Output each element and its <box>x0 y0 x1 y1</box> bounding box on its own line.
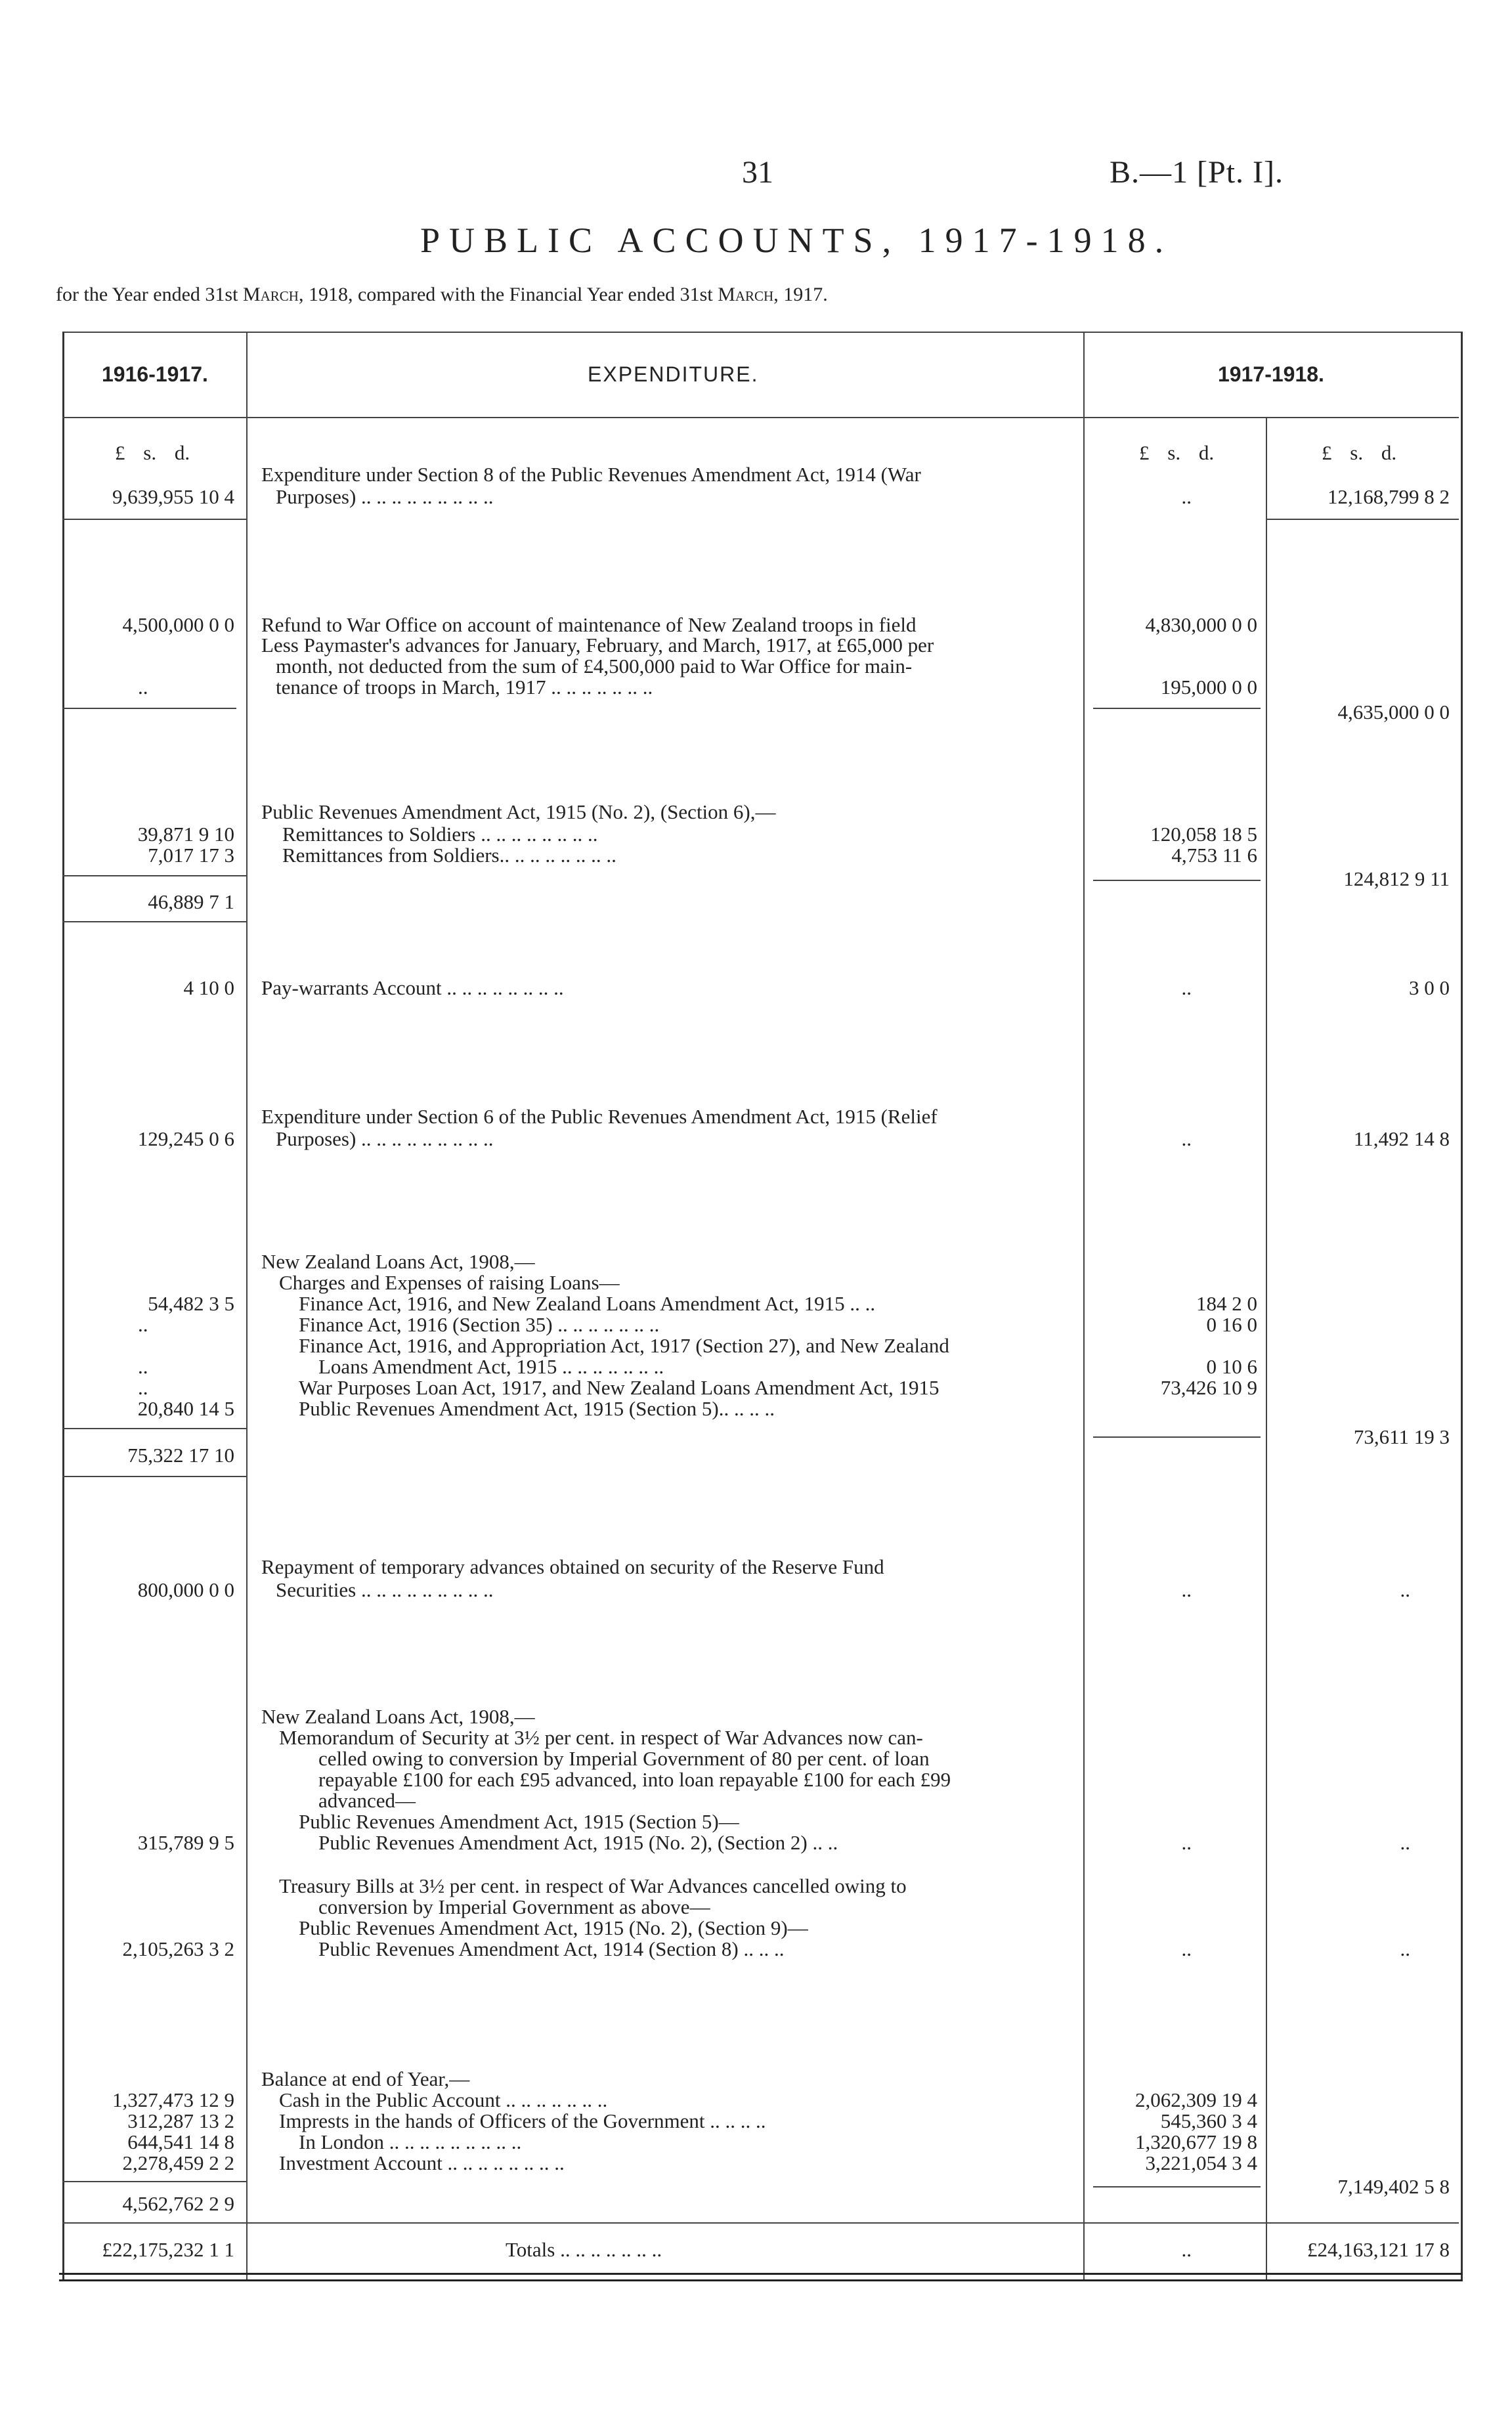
subtitle-month: March <box>242 284 299 305</box>
row-description: tenance of troops in March, 1917 .. .. .. .. .. .. .. <box>276 676 653 699</box>
row-description: Refund to War Office on account of maintenance of New Zealand troops in field <box>261 613 917 636</box>
row-description: Expenditure under Section 6 of the Public Revenues Amendment Act, 1915 (Relief <box>261 1105 938 1128</box>
detail-amount: .. <box>1181 2238 1192 2261</box>
units-detail: £ s. d. <box>1139 441 1215 464</box>
prev-subtotal: 46,889 7 1 <box>148 890 234 913</box>
prev-amount: 4 10 0 <box>183 976 234 999</box>
prev-subtotal: 75,322 17 10 <box>127 1444 234 1467</box>
prev-amount: 1,327,473 12 9 <box>112 2088 234 2111</box>
prev-amount: 644,541 14 8 <box>127 2130 234 2153</box>
row-description: celled owing to conversion by Imperial Government of 80 per cent. of loan <box>318 1747 930 1770</box>
row-heading: New Zealand Loans Act, 1908,— <box>261 1705 535 1728</box>
page-title: PUBLIC ACCOUNTS, 1917-1918. <box>420 221 1173 260</box>
units-previous: £ s. d. <box>115 441 190 464</box>
detail-amount: 4,753 11 6 <box>1171 844 1257 867</box>
total-amount: 4,635,000 0 0 <box>1337 700 1450 723</box>
column-divider <box>246 332 248 2280</box>
prev-amount: 9,639,955 10 4 <box>112 485 234 508</box>
row-description: Imprests in the hands of Officers of the Government .. .. .. .. <box>279 2109 766 2132</box>
prev-amount: 7,017 17 3 <box>148 844 234 867</box>
row-rule <box>62 875 246 876</box>
prev-amount: 39,871 9 10 <box>137 823 234 846</box>
row-description: Finance Act, 1916, and New Zealand Loans Amendment Act, 1915 .. .. <box>299 1292 876 1315</box>
detail-amount: .. <box>1181 1578 1192 1601</box>
detail-amount: 195,000 0 0 <box>1160 676 1257 699</box>
totals-label: Totals .. .. .. .. .. .. .. <box>506 2238 662 2261</box>
row-description: War Purposes Loan Act, 1917, and New Zealand Loans Amendment Act, 1915 <box>299 1376 940 1399</box>
total-amount: 7,149,402 5 8 <box>1337 2175 1450 2198</box>
prev-amount: .. <box>138 676 148 699</box>
row-description: repayable £100 for each £95 advanced, into loan repayable £100 for each £99 <box>318 1768 951 1791</box>
row-description: Cash in the Public Account .. .. .. .. .. .. .. <box>279 2088 608 2111</box>
row-rule <box>62 921 246 922</box>
row-rule <box>62 519 246 520</box>
header-1916-1917: 1916-1917. <box>102 362 208 386</box>
row-subheading: Charges and Expenses of raising Loans— <box>279 1271 620 1294</box>
row-description: Purposes) .. .. .. .. .. .. .. .. .. <box>276 485 494 508</box>
row-description: Pay-warrants Account .. .. .. .. .. .. .. .. <box>261 976 564 999</box>
row-rule <box>1093 2186 1261 2187</box>
header-rule <box>62 417 1459 418</box>
row-description: Public Revenues Amendment Act, 1914 (Section 8) .. .. .. <box>318 1937 785 1960</box>
detail-amount: .. <box>1181 1937 1192 1960</box>
total-amount: 73,611 19 3 <box>1353 1425 1450 1448</box>
prev-amount: .. <box>138 1313 148 1336</box>
row-description: In London .. .. .. .. .. .. .. .. .. <box>299 2130 522 2153</box>
detail-amount: 0 10 6 <box>1206 1355 1257 1378</box>
detail-amount: 4,830,000 0 0 <box>1145 613 1257 636</box>
column-divider <box>1266 417 1267 2280</box>
total-amount: .. <box>1400 1831 1410 1854</box>
row-description: Purposes) .. .. .. .. .. .. .. .. .. <box>276 1127 494 1150</box>
row-rule <box>62 1428 246 1429</box>
row-description: Finance Act, 1916 (Section 35) .. .. .. .. .. .. .. <box>299 1313 660 1336</box>
totals-rule <box>62 2222 1459 2224</box>
total-amount: 3 0 0 <box>1409 976 1450 999</box>
detail-amount: .. <box>1181 1127 1192 1150</box>
subtitle-month: March <box>718 284 774 305</box>
header-1917-1918: 1917-1918. <box>1218 362 1324 386</box>
row-description: Remittances from Soldiers.. .. .. .. .. .. .. .. <box>282 844 616 867</box>
prev-amount: 4,500,000 0 0 <box>122 613 234 636</box>
total-amount: .. <box>1400 1937 1410 1960</box>
row-description: Finance Act, 1916, and Appropriation Act, 1917 (Section 27), and New Zealand <box>299 1334 949 1357</box>
detail-amount: .. <box>1181 1831 1192 1854</box>
row-description: conversion by Imperial Government as above— <box>318 1895 710 1918</box>
row-description: Public Revenues Amendment Act, 1915 (Section 5).. .. .. .. <box>299 1397 775 1420</box>
row-heading: New Zealand Loans Act, 1908,— <box>261 1250 535 1273</box>
row-rule <box>1266 519 1459 520</box>
prev-amount: .. <box>138 1355 148 1378</box>
prev-amount: 315,789 9 5 <box>137 1831 234 1854</box>
prev-grand-total: £22,175,232 1 1 <box>102 2238 234 2261</box>
units-total: £ s. d. <box>1322 441 1397 464</box>
row-description: advanced— <box>318 1789 416 1812</box>
double-rule <box>59 2273 1462 2275</box>
detail-amount: 120,058 18 5 <box>1150 823 1257 846</box>
subtitle-text: , 1918, compared with the Financial Year ended 31st <box>298 284 718 305</box>
row-description: Loans Amendment Act, 1915 .. .. .. .. .. .. .. <box>318 1355 664 1378</box>
prev-amount: 800,000 0 0 <box>137 1578 234 1601</box>
double-rule <box>59 2279 1462 2281</box>
detail-amount: 0 16 0 <box>1206 1313 1257 1336</box>
total-amount: 124,812 9 11 <box>1343 867 1450 890</box>
row-heading: Public Revenues Amendment Act, 1915 (No. 2), (Section 6),— <box>261 800 776 823</box>
row-description: Remittances to Soldiers .. .. .. .. .. .. .. .. <box>282 823 598 846</box>
total-amount: 11,492 14 8 <box>1353 1127 1450 1150</box>
row-rule <box>1093 1436 1261 1438</box>
row-rule <box>1093 880 1261 881</box>
header-expenditure: EXPENDITURE. <box>588 362 759 386</box>
row-description: Public Revenues Amendment Act, 1915 (No. 2), (Section 2) .. .. <box>318 1831 838 1854</box>
row-rule <box>62 708 236 709</box>
detail-amount: 1,320,677 19 8 <box>1135 2130 1257 2153</box>
prev-amount: 20,840 14 5 <box>137 1397 234 1420</box>
row-description: Public Revenues Amendment Act, 1915 (No. 2), (Section 9)— <box>299 1916 808 1939</box>
detail-amount: .. <box>1181 485 1192 508</box>
detail-amount: 73,426 10 9 <box>1160 1376 1257 1399</box>
prev-amount: .. <box>138 1376 148 1399</box>
row-rule <box>62 2181 246 2182</box>
row-rule <box>1093 708 1261 709</box>
row-description: Less Paymaster's advances for January, February, and March, 1917, at £65,000 per <box>261 634 934 657</box>
subtitle-text: for the Year ended 31st <box>56 284 243 305</box>
row-description: Public Revenues Amendment Act, 1915 (Section 5)— <box>299 1810 739 1833</box>
row-description: Treasury Bills at 3½ per cent. in respect of War Advances cancelled owing to <box>279 1874 907 1897</box>
row-rule <box>62 1476 246 1477</box>
detail-amount: 184 2 0 <box>1196 1292 1257 1315</box>
prev-amount: 54,482 3 5 <box>148 1292 234 1315</box>
row-description: month, not deducted from the sum of £4,500,000 paid to War Office for main- <box>276 655 913 678</box>
prev-subtotal: 4,562,762 2 9 <box>122 2192 234 2215</box>
row-description: Investment Account .. .. .. .. .. .. .. .. <box>279 2151 565 2174</box>
detail-amount: 3,221,054 3 4 <box>1145 2151 1257 2174</box>
subtitle-text: , 1917. <box>773 284 828 305</box>
page-number: 31 <box>742 155 773 190</box>
total-amount: 12,168,799 8 2 <box>1328 485 1450 508</box>
row-heading: Balance at end of Year,— <box>261 2067 470 2090</box>
total-amount: .. <box>1400 1578 1410 1601</box>
page-subtitle <box>56 284 828 306</box>
detail-amount: 2,062,309 19 4 <box>1135 2088 1257 2111</box>
row-description: Expenditure under Section 8 of the Public Revenues Amendment Act, 1914 (War <box>261 463 921 486</box>
prev-amount: 2,105,263 3 2 <box>122 1937 234 1960</box>
row-description: Repayment of temporary advances obtained on security of the Reserve Fund <box>261 1555 884 1578</box>
row-description: Memorandum of Security at 3½ per cent. in respect of War Advances now can- <box>279 1726 923 1749</box>
prev-amount: 2,278,459 2 2 <box>122 2151 234 2174</box>
grand-total: £24,163,121 17 8 <box>1307 2238 1450 2261</box>
detail-amount: 545,360 3 4 <box>1160 2109 1257 2132</box>
document-reference: B.—1 [Pt. I]. <box>1110 155 1284 190</box>
prev-amount: 129,245 0 6 <box>137 1127 234 1150</box>
row-description: Securities .. .. .. .. .. .. .. .. .. <box>276 1578 494 1601</box>
prev-amount: 312,287 13 2 <box>127 2109 234 2132</box>
detail-amount: .. <box>1181 976 1192 999</box>
